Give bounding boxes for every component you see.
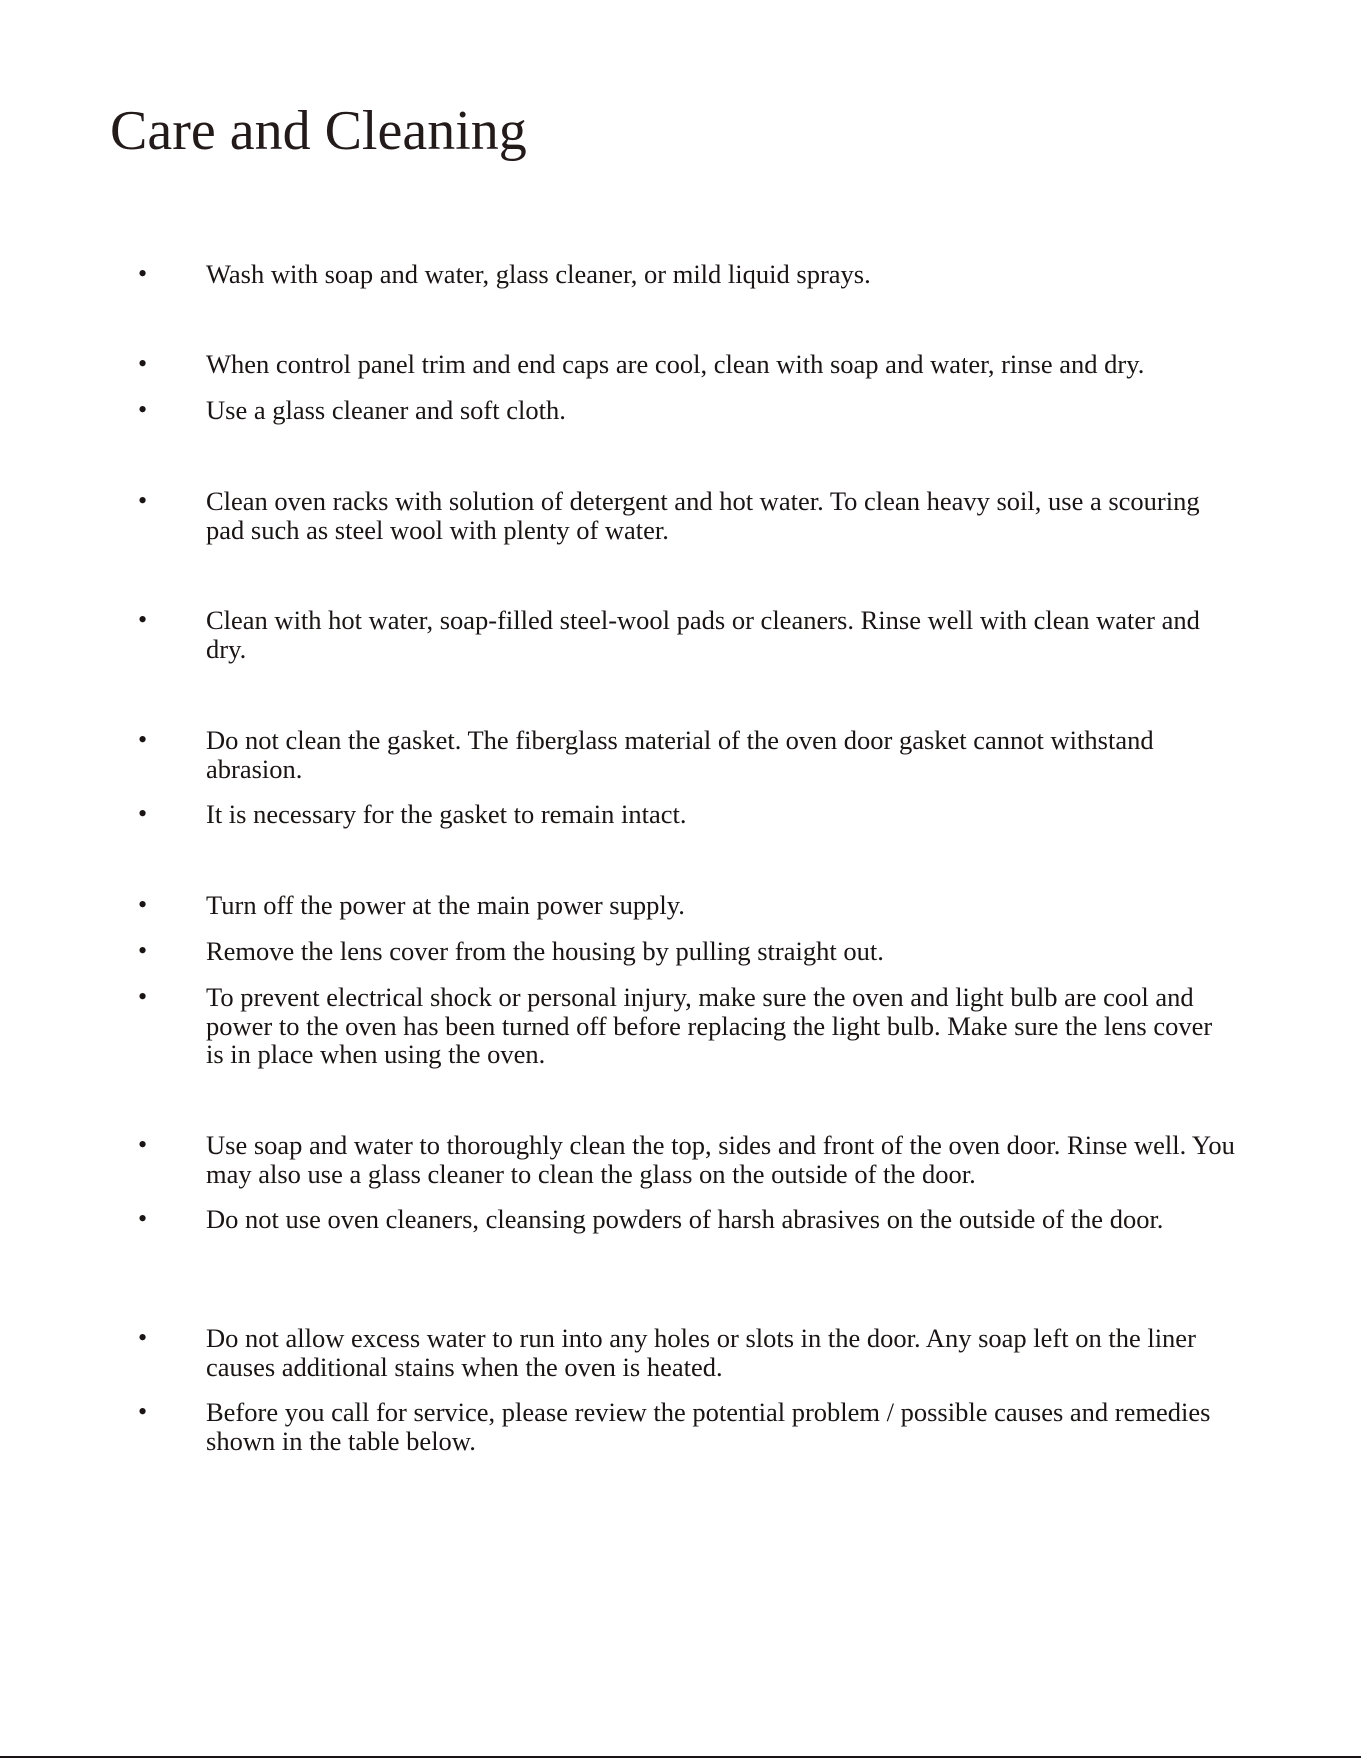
list-item-text: Wash with soap and water, glass cleaner, or mild liquid sprays. bbox=[206, 259, 871, 289]
bullet-marker: • bbox=[138, 1397, 148, 1426]
list-item-text: Remove the lens cover from the housing by pulling straight out. bbox=[206, 936, 884, 966]
bullet-marker: • bbox=[138, 395, 148, 424]
list-item-text: Do not clean the gasket. The fiberglass material of the oven door gasket cannot withstand abrasion. bbox=[206, 725, 1154, 784]
list-item-text: Clean with hot water, soap-filled steel-wool pads or cleaners. Rinse well with clean water and dry. bbox=[206, 605, 1200, 664]
list-item-text: Clean oven racks with solution of detergent and hot water. To clean heavy soil, use a scouring pad such as steel wool with plenty of water. bbox=[206, 486, 1200, 545]
bullet-marker: • bbox=[138, 486, 148, 515]
list-item-text: Before you call for service, please review the potential problem / possible causes and remedies shown in the table below. bbox=[206, 1397, 1211, 1456]
list-item-text: Use a glass cleaner and soft cloth. bbox=[206, 395, 566, 425]
list-item-text: It is necessary for the gasket to remain intact. bbox=[206, 799, 687, 829]
list-item-text: Do not allow excess water to run into any holes or slots in the door. Any soap left on the liner causes additional stains when the oven is heated. bbox=[206, 1323, 1196, 1382]
bullet-marker: • bbox=[138, 982, 148, 1011]
bullet-marker: • bbox=[138, 890, 148, 919]
bullet-marker: • bbox=[138, 605, 148, 634]
bullet-marker: • bbox=[138, 1323, 148, 1352]
bullet-marker: • bbox=[138, 349, 148, 378]
bullet-marker: • bbox=[138, 799, 148, 828]
bullet-marker: • bbox=[138, 1204, 148, 1233]
list-item-text: To prevent electrical shock or personal injury, make sure the oven and light bulb are cool and power to the oven has been turned off before replacing the light bulb. Make sure the lens cover is in place when using the oven. bbox=[206, 982, 1213, 1069]
list-item-text: Do not use oven cleaners, cleansing powders of harsh abrasives on the outside of the door. bbox=[206, 1204, 1164, 1234]
bullet-marker: • bbox=[138, 259, 148, 288]
bullet-marker: • bbox=[138, 725, 148, 754]
bullet-marker: • bbox=[138, 936, 148, 965]
bullet-marker: • bbox=[138, 1130, 148, 1159]
list-item-text: When control panel trim and end caps are cool, clean with soap and water, rinse and dry. bbox=[206, 349, 1145, 379]
list-item-text: Use soap and water to thoroughly clean the top, sides and front of the oven door. Rinse well. You may also use a glass cleaner to clean the glass on the outside of the door. bbox=[206, 1130, 1235, 1189]
list-item-text: Turn off the power at the main power supply. bbox=[206, 890, 685, 920]
footer-divider bbox=[0, 1756, 1361, 1758]
page-title: Care and Cleaning bbox=[110, 100, 527, 162]
